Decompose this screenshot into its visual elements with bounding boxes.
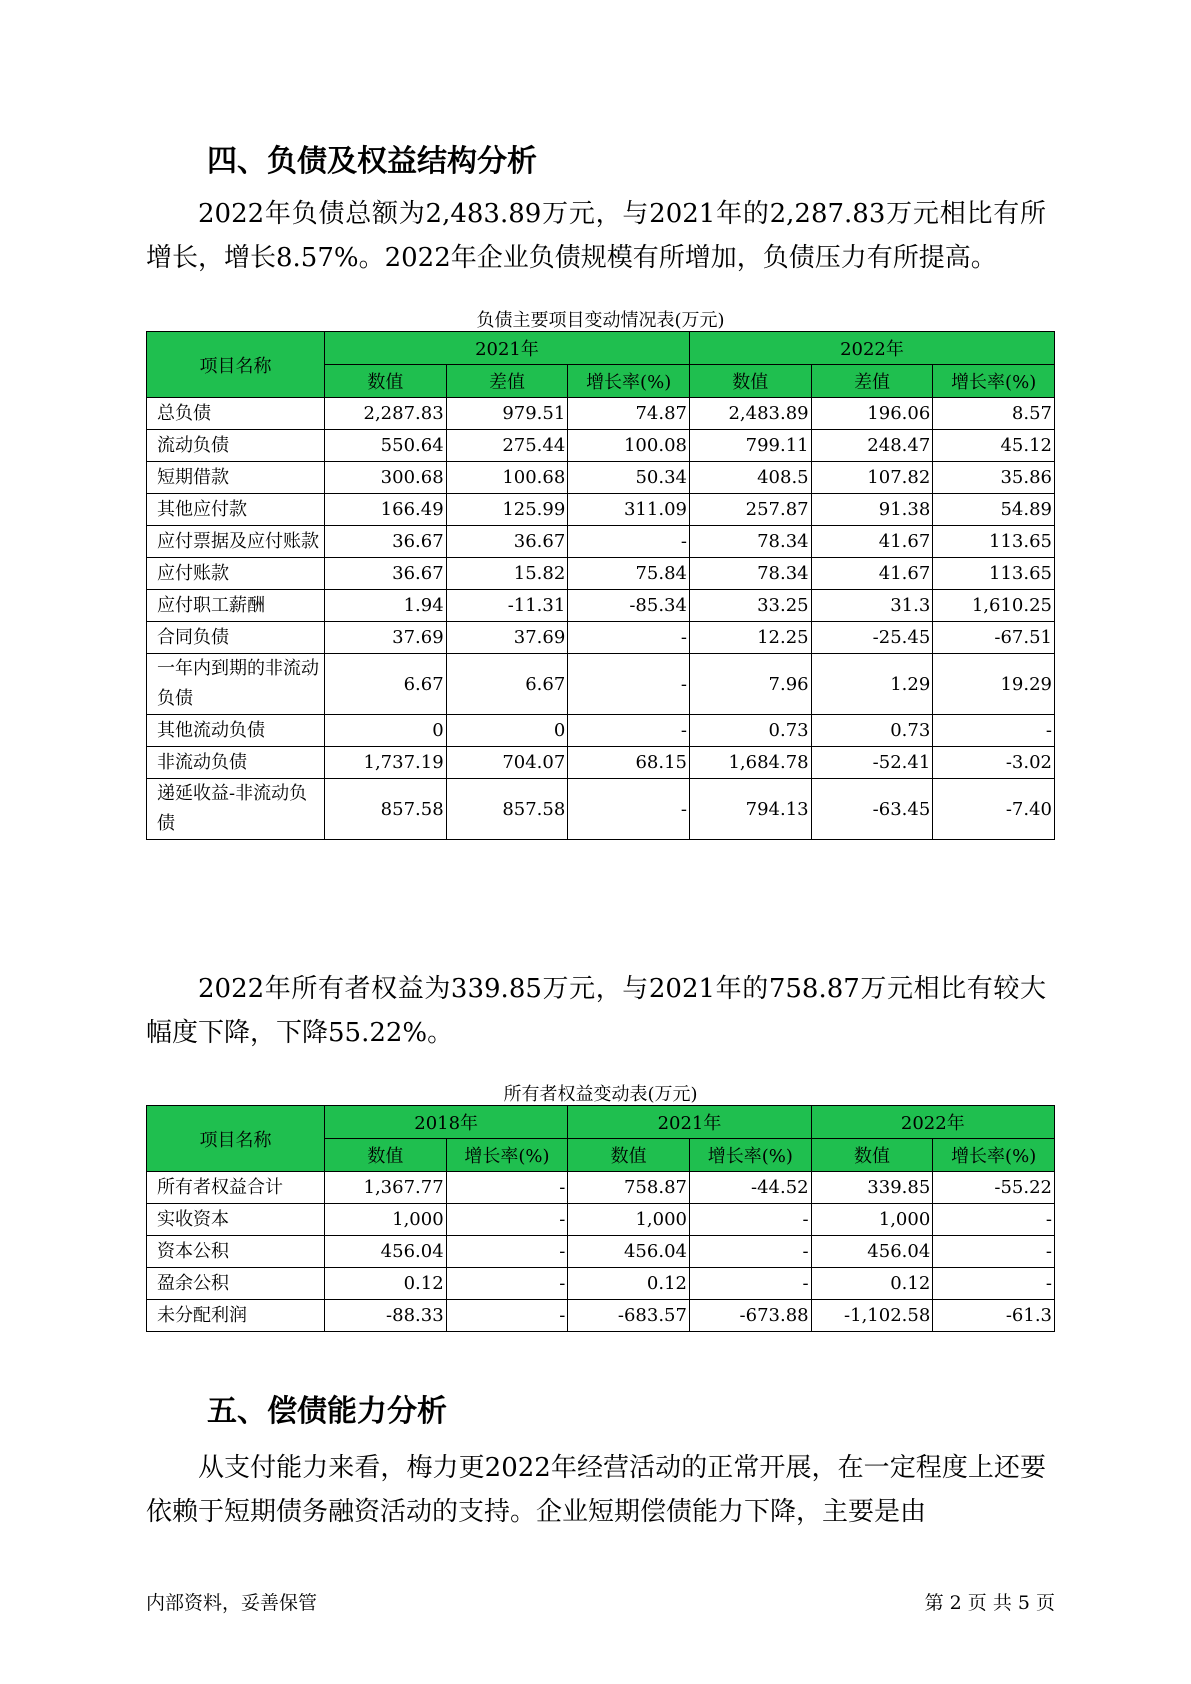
footer-page-number: 第 2 页 共 5 页: [924, 1592, 1055, 1614]
row-label: 其他流动负债: [147, 715, 325, 747]
cell-diff: 15.82: [446, 558, 568, 590]
equity-summary-paragraph: 2022年所有者权益为339.85万元，与2021年的758.87万元相比有较大幅度下降，下降55.22%。: [146, 974, 1046, 1048]
col-header-growth: 增长率(%): [933, 365, 1055, 398]
solvency-paragraph: 从支付能力来看，梅力更2022年经营活动的正常开展，在一定程度上还要依赖于短期债务融资活动的支持。企业短期偿债能力下降，主要是由: [146, 1453, 1046, 1527]
cell-diff: 979.51: [446, 398, 568, 430]
cell-diff: 196.06: [811, 398, 933, 430]
table-row: [147, 1172, 1055, 1204]
cell-growth: -61.3: [933, 1300, 1055, 1332]
cell-value: 550.64: [325, 430, 447, 462]
cell-diff: 41.67: [811, 558, 933, 590]
cell-growth: 100.08: [568, 430, 690, 462]
cell-value: 1,000: [325, 1204, 447, 1236]
cell-diff: 1.29: [811, 654, 933, 715]
col-header-year-2022: 2022年: [689, 332, 1054, 365]
table-row: [147, 1204, 1055, 1236]
cell-value: 0.73: [689, 715, 811, 747]
col-header-growth: 增长率(%): [933, 1139, 1055, 1172]
cell-growth: -: [568, 622, 690, 654]
cell-growth: 75.84: [568, 558, 690, 590]
cell-growth: 50.34: [568, 462, 690, 494]
row-label: 资本公积: [147, 1236, 325, 1268]
cell-growth: -55.22: [933, 1172, 1055, 1204]
col-header-growth: 增长率(%): [568, 365, 690, 398]
cell-value: 6.67: [325, 654, 447, 715]
col-header-item-name: 项目名称: [147, 1106, 325, 1172]
liabilities-summary-paragraph: 2022年负债总额为2,483.89万元，与2021年的2,287.83万元相比有所增长，增长8.57%。2022年企业负债规模有所增加，负债压力有所提高。: [146, 199, 1046, 273]
liabilities-table: [146, 331, 1055, 840]
cell-value: 2,483.89: [689, 398, 811, 430]
col-header-year-2022: 2022年: [811, 1106, 1054, 1139]
cell-growth: -: [689, 1268, 811, 1300]
cell-growth: -: [689, 1236, 811, 1268]
cell-value: 0: [325, 715, 447, 747]
cell-growth: 74.87: [568, 398, 690, 430]
cell-growth: -: [933, 715, 1055, 747]
cell-growth: -3.02: [933, 747, 1055, 779]
table2-caption: 所有者权益变动表(万元): [503, 1084, 698, 1105]
cell-value: 0.12: [811, 1268, 933, 1300]
col-header-value: 数值: [325, 1139, 447, 1172]
table-row: [147, 494, 1055, 526]
table-row: [147, 1268, 1055, 1300]
cell-value: 456.04: [325, 1236, 447, 1268]
cell-diff: 125.99: [446, 494, 568, 526]
cell-value: 36.67: [325, 526, 447, 558]
cell-value: -1,102.58: [811, 1300, 933, 1332]
cell-diff: 6.67: [446, 654, 568, 715]
cell-value: 456.04: [811, 1236, 933, 1268]
footer-confidential-note: 内部资料，妥善保管: [146, 1592, 318, 1614]
cell-value: -683.57: [568, 1300, 690, 1332]
cell-value: 36.67: [325, 558, 447, 590]
row-label: 其他应付款: [147, 494, 325, 526]
row-label: 应付账款: [147, 558, 325, 590]
row-label: 所有者权益合计: [147, 1172, 325, 1204]
cell-diff: 275.44: [446, 430, 568, 462]
table-row: [147, 398, 1055, 430]
cell-value: 33.25: [689, 590, 811, 622]
cell-growth: 113.65: [933, 558, 1055, 590]
cell-value: 1,000: [568, 1204, 690, 1236]
cell-diff: 248.47: [811, 430, 933, 462]
cell-value: 408.5: [689, 462, 811, 494]
cell-growth: -44.52: [689, 1172, 811, 1204]
cell-diff: -63.45: [811, 779, 933, 840]
section-heading-liabilities: 四、负债及权益结构分析: [207, 144, 537, 179]
cell-growth: 311.09: [568, 494, 690, 526]
cell-growth: -: [933, 1236, 1055, 1268]
cell-growth: -: [933, 1268, 1055, 1300]
cell-diff: 704.07: [446, 747, 568, 779]
col-header-value: 数值: [811, 1139, 933, 1172]
table-row: [147, 715, 1055, 747]
table-row: [147, 462, 1055, 494]
table-row: [147, 1236, 1055, 1268]
table-row: [147, 779, 1055, 840]
cell-growth: -: [446, 1268, 568, 1300]
col-header-value: 数值: [689, 365, 811, 398]
cell-diff: -25.45: [811, 622, 933, 654]
cell-growth: 54.89: [933, 494, 1055, 526]
row-label: 递延收益-非流动负债: [147, 779, 325, 840]
cell-diff: 31.3: [811, 590, 933, 622]
col-header-value: 数值: [568, 1139, 690, 1172]
cell-value: 1,367.77: [325, 1172, 447, 1204]
cell-growth: -: [933, 1204, 1055, 1236]
cell-diff: -11.31: [446, 590, 568, 622]
col-header-growth: 增长率(%): [689, 1139, 811, 1172]
section-heading-solvency: 五、偿债能力分析: [207, 1394, 447, 1429]
row-label: 流动负债: [147, 430, 325, 462]
table-row: [147, 747, 1055, 779]
col-header-year-2021: 2021年: [568, 1106, 811, 1139]
cell-diff: 107.82: [811, 462, 933, 494]
cell-value: 7.96: [689, 654, 811, 715]
cell-diff: 100.68: [446, 462, 568, 494]
cell-value: 37.69: [325, 622, 447, 654]
cell-value: 857.58: [325, 779, 447, 840]
cell-growth: -: [568, 715, 690, 747]
row-label: 非流动负债: [147, 747, 325, 779]
table-row: [147, 430, 1055, 462]
col-header-diff: 差值: [446, 365, 568, 398]
cell-value: 0.12: [325, 1268, 447, 1300]
cell-value: 794.13: [689, 779, 811, 840]
cell-diff: 0.73: [811, 715, 933, 747]
col-header-item-name: 项目名称: [147, 332, 325, 398]
cell-diff: 857.58: [446, 779, 568, 840]
cell-value: 456.04: [568, 1236, 690, 1268]
table-row: [147, 622, 1055, 654]
col-header-growth: 增长率(%): [446, 1139, 568, 1172]
col-header-year-2021: 2021年: [325, 332, 690, 365]
cell-growth: -: [568, 526, 690, 558]
cell-diff: 36.67: [446, 526, 568, 558]
cell-value: 1.94: [325, 590, 447, 622]
cell-growth: 35.86: [933, 462, 1055, 494]
cell-growth: -673.88: [689, 1300, 811, 1332]
cell-value: 2,287.83: [325, 398, 447, 430]
table1-caption: 负债主要项目变动情况表(万元): [476, 310, 725, 331]
cell-growth: -: [446, 1204, 568, 1236]
cell-value: 0.12: [568, 1268, 690, 1300]
cell-growth: -7.40: [933, 779, 1055, 840]
row-label: 未分配利润: [147, 1300, 325, 1332]
cell-diff: -52.41: [811, 747, 933, 779]
cell-value: 78.34: [689, 526, 811, 558]
row-label: 合同负债: [147, 622, 325, 654]
cell-value: 1,737.19: [325, 747, 447, 779]
row-label: 一年内到期的非流动负债: [147, 654, 325, 715]
table-row: [147, 558, 1055, 590]
cell-growth: -: [446, 1172, 568, 1204]
cell-value: 339.85: [811, 1172, 933, 1204]
row-label: 实收资本: [147, 1204, 325, 1236]
cell-value: 78.34: [689, 558, 811, 590]
row-label: 盈余公积: [147, 1268, 325, 1300]
row-label: 应付职工薪酬: [147, 590, 325, 622]
col-header-year-2018: 2018年: [325, 1106, 568, 1139]
table-row: [147, 526, 1055, 558]
cell-value: 1,000: [811, 1204, 933, 1236]
table-row: [147, 1300, 1055, 1332]
cell-growth: -: [689, 1204, 811, 1236]
cell-value: 1,684.78: [689, 747, 811, 779]
cell-value: 257.87: [689, 494, 811, 526]
cell-value: 758.87: [568, 1172, 690, 1204]
equity-table: [146, 1105, 1055, 1332]
cell-growth: 8.57: [933, 398, 1055, 430]
cell-value: 12.25: [689, 622, 811, 654]
cell-value: 799.11: [689, 430, 811, 462]
cell-growth: 19.29: [933, 654, 1055, 715]
cell-growth: -85.34: [568, 590, 690, 622]
table-row: [147, 654, 1055, 715]
cell-diff: 0: [446, 715, 568, 747]
cell-value: 166.49: [325, 494, 447, 526]
row-label: 总负债: [147, 398, 325, 430]
cell-growth: -: [446, 1236, 568, 1268]
col-header-diff: 差值: [811, 365, 933, 398]
cell-growth: 113.65: [933, 526, 1055, 558]
cell-diff: 91.38: [811, 494, 933, 526]
cell-growth: -: [446, 1300, 568, 1332]
cell-growth: -: [568, 779, 690, 840]
row-label: 短期借款: [147, 462, 325, 494]
cell-diff: 37.69: [446, 622, 568, 654]
cell-growth: 45.12: [933, 430, 1055, 462]
col-header-value: 数值: [325, 365, 447, 398]
cell-growth: 68.15: [568, 747, 690, 779]
cell-growth: -: [568, 654, 690, 715]
cell-value: 300.68: [325, 462, 447, 494]
cell-growth: 1,610.25: [933, 590, 1055, 622]
cell-value: -88.33: [325, 1300, 447, 1332]
cell-growth: -67.51: [933, 622, 1055, 654]
cell-diff: 41.67: [811, 526, 933, 558]
row-label: 应付票据及应付账款: [147, 526, 325, 558]
table-row: [147, 590, 1055, 622]
